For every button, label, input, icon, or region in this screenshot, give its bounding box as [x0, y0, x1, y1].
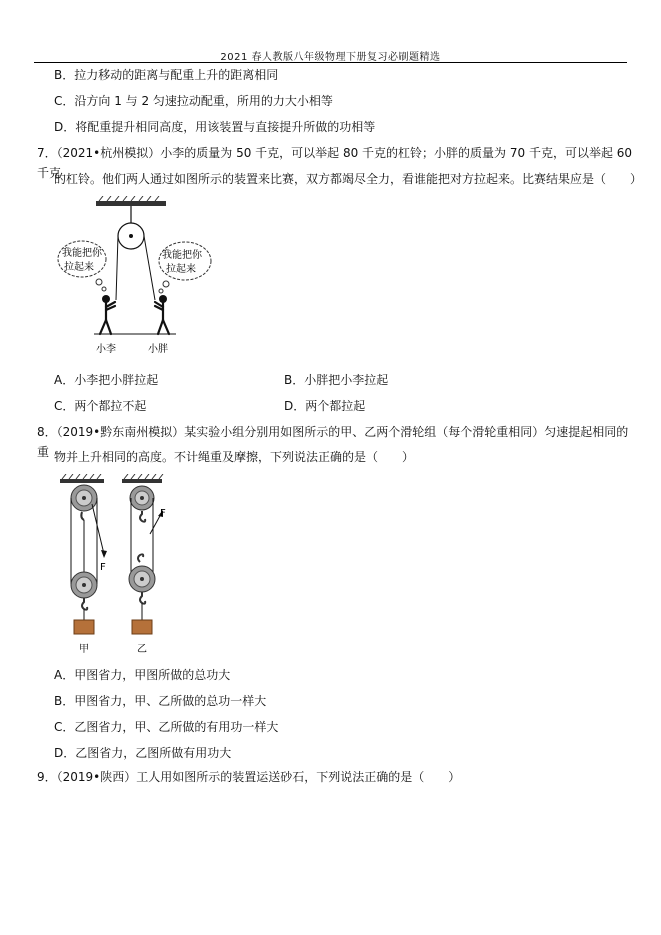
right-force-label: F [160, 508, 166, 519]
name-left: 小李 [96, 344, 116, 355]
right-moving-pulley [129, 554, 155, 603]
ceiling-bar [96, 201, 166, 206]
q8-stem-line1: 8．（2019•黔东南州模拟）某实验小组分别用如图所示的甲、乙两个滑轮组（每个滑轮重相同）匀速提起相同的重 [37, 425, 629, 459]
left-moving-pulley [71, 572, 97, 610]
right-fixed-pulley [130, 486, 154, 522]
q6-option-b: B．拉力移动的距离与配重上升的距离相同 [54, 68, 279, 82]
stick-figure-right [155, 295, 169, 334]
left-weight [74, 620, 94, 634]
q7-option-b: B．小胖把小李拉起 [284, 373, 389, 387]
q9-stem-line1: 9．（2019•陕西）工人用如图所示的装置运送砂石，下列说法正确的是（ ） [37, 770, 461, 784]
q7-option-a: A．小李把小胖拉起 [54, 373, 159, 387]
left-fixed-pulley [71, 485, 97, 520]
name-right: 小胖 [148, 344, 168, 355]
q7-option-c: C．两个都拉不起 [54, 399, 147, 413]
rope-left [116, 236, 118, 300]
bubble-left-line1: 我能把你 [62, 248, 102, 259]
q8-figure [54, 474, 184, 659]
q8-stem-line2: 物并上升相同的高度。不计绳重及摩擦，下列说法正确的是（ ） [54, 450, 415, 464]
page-header: 2021 春人教版八年级物理下册复习必刷题精选 [220, 52, 441, 63]
q7-figure [54, 196, 224, 361]
right-weight [132, 620, 152, 634]
q6-option-d: D．将配重提升相同高度，用该装置与直接提升所做的功相等 [54, 120, 376, 134]
rope-right [144, 236, 155, 300]
label-yi: 乙 [137, 644, 147, 655]
q7-option-d: D．两个都拉起 [284, 399, 366, 413]
q7-stem-line1: 7．（2021•杭州模拟）小李的质量为 50 千克，可以举起 80 千克的杠铃；小胖的质量为 70 千克，可以举起 60 千克 [37, 146, 633, 180]
stick-figure-left [100, 295, 115, 334]
q8-option-b: B．甲图省力，甲、乙所做的总功一样大 [54, 694, 267, 708]
bubble-right-line1: 我能把你 [162, 250, 202, 261]
q7-stem-line2: 的杠铃。他们两人通过如图所示的装置来比赛，双方都竭尽全力，看谁能把对方拉起来。比赛结果应是（ ） [54, 172, 643, 186]
header-rule [34, 62, 627, 63]
bubble-right-line2: 拉起来 [166, 264, 196, 275]
q8-option-a: A．甲图省力，甲图所做的总功大 [54, 668, 231, 682]
q8-option-d: D．乙图省力，乙图所做有用功大 [54, 746, 232, 760]
q8-option-c: C．乙图省力，甲、乙所做的有用功一样大 [54, 720, 279, 734]
label-jia: 甲 [79, 644, 89, 655]
left-force-rope [92, 504, 104, 554]
q6-option-c: C．沿方向 1 与 2 匀速拉动配重，所用的力大小相等 [54, 94, 333, 108]
left-force-label: F [100, 562, 106, 573]
bubble-left-line2: 拉起来 [64, 262, 94, 273]
